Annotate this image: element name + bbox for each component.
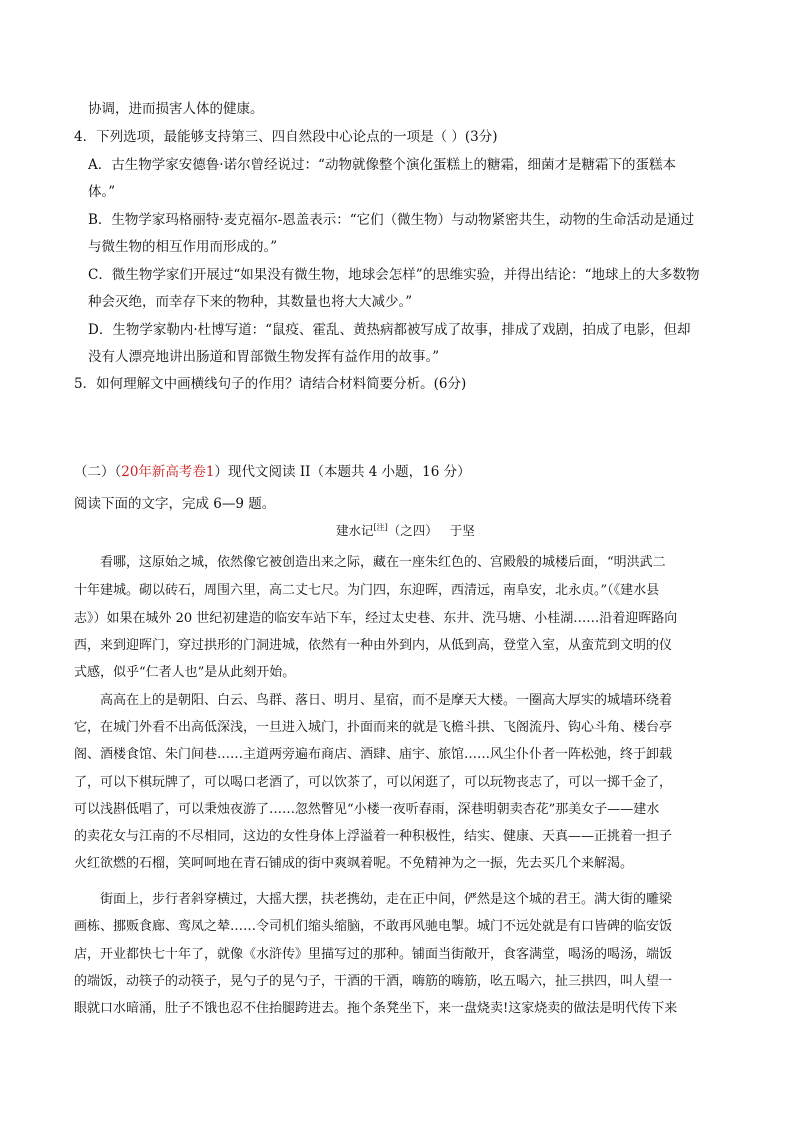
para-2-line-6: 的卖花女与江南的不尽相同，这边的女性身体上浮溢着一种积极性，结实、健康、天真——正挑着一担子 [74,829,673,844]
option-c-line-2: 种会灭绝，而幸存下来的物种，其数量也将大大减少。” [88,294,413,310]
section-heading-rest: ）现代文阅读 II（本题共 4 小题，16 分） [214,464,471,480]
option-b-line-1: B．生物学家玛格丽特·麦克福尔-恩盖表示：“它们（微生物）与动物紧密共生，动物的生命活动是通过 [88,212,695,228]
para-3-line-5: 眼就口水暗涌，肚子不饿也忍不住抬腿跨进去。拖个条凳坐下，来一盘烧卖!这家烧卖的做法是明代传下来 [74,1001,678,1016]
article-title-main: 建水记 [336,523,374,538]
option-d-line-2: 没有人漂亮地讲出肠道和胃部微生物发挥有益作用的故事。” [88,349,440,365]
para-3-line-4: 的端饭，动筷子的动筷子，晃勺子的晃勺子，干酒的干酒，嗨筋的嗨筋，吆五喝六，扯三拱四，叫人望一 [74,974,673,989]
article-author: 于坚 [449,523,475,538]
question-5: 5．如何理解文中画横线句子的作用？请结合材料简要分析。(6分) [74,376,467,392]
para-1-line-5: 式感，似乎“仁者人也”是从此刻开始。 [74,665,296,680]
para-3-line-2: 画栋、挪贩食廊、鸾凤之辇……令司机们缩头缩脑，不敢再风驰电掣。城门不远处就是有口皆碑的临安饭 [74,919,673,934]
para-1-line-3: 志》）如果在城外 20 世纪初建造的临安车站下车，经过太史巷、东井、洗马塘、小桂湖……沿着迎晖路向 [74,611,678,626]
para-2-line-4: 了，可以下棋玩牌了，可以喝口老酒了，可以饮茶了，可以闲逛了，可以玩物丧志了，可以一掷千金了， [74,775,673,790]
para-2-line-5: 可以浅斟低唱了，可以秉烛夜游了……忽然瞥见“小楼一夜听春雨，深巷明朝卖杏花”那美女子——建水 [74,802,660,817]
para-3-line-1: 街面上，步行者斜穿横过，大摇大摆，扶老携幼，走在正中间，俨然是这个城的君王。满大街的雕梁 [100,892,673,907]
question-4-stem: 4．下列选项，最能够支持第三、四自然段中心论点的一项是（ ）(3分) [74,129,498,145]
option-c-line-1: C．微生物学家们开展过“如果没有微生物，地球会怎样”的思维实验，并得出结论：“地球上的大多数物 [88,267,700,283]
option-a-line-2: 体。” [88,184,116,200]
option-b-line-2: 与微生物的相互作用而形成的。” [88,239,278,255]
para-2-line-3: 阁、酒楼食馆、朱门间巷……主道两旁遍布商店、酒肆、庙宇、旅馆……风尘仆仆者一阵松弛，终于卸载 [74,747,673,762]
article-title-sub: （之四） [387,523,438,538]
para-3-line-3: 店，开业都快七十年了，就像《水浒传》里描写过的那种。铺面当街敞开，食客满堂，喝汤的喝汤，端饭 [74,947,673,962]
section-heading [74,460,471,480]
section-heading-source: 20年新高考卷1 [121,464,215,480]
option-d-line-1: D．生物学家勒内·杜博写道：“鼠疫、霍乱、黄热病都被写成了故事，排成了戏剧，拍成了电影，但却 [88,322,691,338]
passage-line-end: 协调，进而损害人体的健康。 [88,101,264,117]
article-title-note: [注] [373,522,388,532]
para-1-line-2: 十年建城。砌以砖石，周围六里，高二丈七尺。为门四，东迎晖，西清远，南阜安，北永贞。”（《建水县 [74,583,660,598]
section-heading-open: （二）（ [74,464,122,480]
para-1-line-4: 西，来到迎晖门，穿过拱形的门洞进城，依然有一种由外到内，从低到高，登堂入室，从蛮荒到文明的仪 [74,638,673,653]
para-2-line-7: 火红欲燃的石榴，笑呵呵地在青石铺成的街中爽飒着呢。不免精神为之一振，先去买几个来解渴。 [74,856,634,871]
article-title [336,521,475,539]
reading-instruction: 阅读下面的文字，完成 6—9 题。 [74,496,276,512]
para-1-line-1: 看哪，这原始之城，依然像它被创造出来之际，藏在一座朱红色的、宫殿般的城楼后面，“明洪武二 [100,555,666,570]
para-2-line-2: 它，在城门外看不出高低深浅，一旦进入城门，扑面而来的就是飞檐斗拱、飞阁流丹、钩心斗角、楼台亭 [74,720,673,735]
option-a-line-1: A．古生物学家安德鲁·诺尔曾经说过：“动物就像整个演化蛋糕上的糖霜，细菌才是糖霜下的蛋糕本 [88,157,676,173]
para-2-line-1: 高高在上的是朝阳、白云、鸟群、落日、明月、星宿，而不是摩天大楼。一圈高大厚实的城墙环绕着 [100,693,673,708]
